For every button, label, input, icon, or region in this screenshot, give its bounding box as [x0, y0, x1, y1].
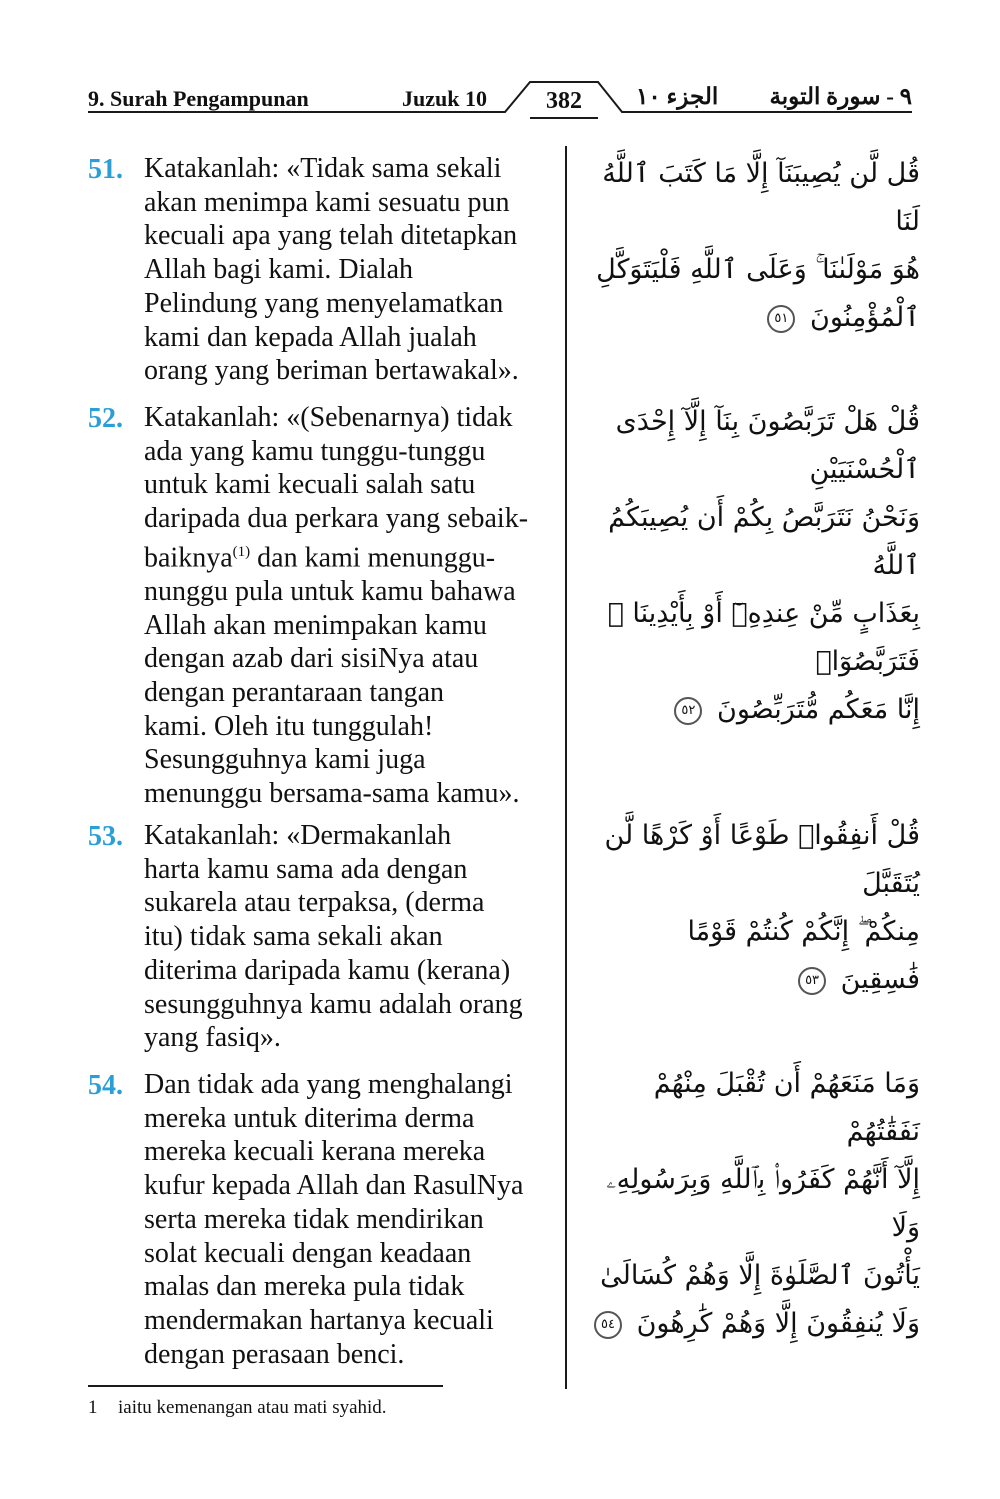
verse-translation: Katakanlah: «Dermakanlah harta kamu sama ada dengan sukarela atau terpaksa, (derma itu) tidak sama sekali akan diterima daripada kamu (kerana) sesungguhnya kamu adalah orang yang fasiq».	[144, 820, 523, 1054]
verse-number: 51.	[88, 154, 123, 185]
verse-text-part: dan kami menunggu- nunggu pula untuk kamu bahawa Allah akan menimpakan kamu dengan azab dari sisiNya atau dengan perantaraan tangan kami. Oleh itu tunggulah! Sesungguhnya kami juga menunggu bersama-sama kamu».	[144, 542, 520, 810]
verse-arabic-text: وَمَا مَنَعَهُمْ أَن تُقْبَلَ مِنْهُمْ نَفَقَٰتُهُمْ إِلَّآ أَنَّهُمْ كَفَرُوا۟ بِٱللَّهِ وَبِرَسُولِهِۦ وَلَا يَأْتُونَ ٱلصَّلَوٰةَ إِلَّا وَهُمْ كُسَالَىٰ وَلَا يُنفِقُونَ إِلَّا وَهُمْ كَٰرِهُونَ	[600, 1068, 920, 1339]
page-header	[0, 0, 1000, 125]
verse-arabic-text: قُلْ أَنفِقُوا۟ طَوْعًا أَوْ كَرْهًا لَّن يُتَقَبَّلَ مِنكُمْ ۖ إِنَّكُمْ كُنتُمْ قَوْمًا فَٰسِقِينَ	[604, 820, 920, 995]
verse-number: 52.	[88, 403, 123, 434]
verse-translation: Katakanlah: «Tidak sama sekali akan menimpa kami sesuatu pun kecuali apa yang telah ditetapkan Allah bagi kami. Dialah Pelindung yang menyelamatkan kami dan kepada Allah jualah orang yang beriman bertawakal».	[144, 153, 519, 387]
verse-translation: Dan tidak ada yang menghalangi mereka untuk diterima derma mereka kecuali kerana mereka kufur kepada Allah dan RasulNya serta mereka tidak mendirikan solat kecuali dengan keadaan malas dan mereka pula tidak mendermakan hartanya kecuali dengan perasaan benci.	[144, 1069, 524, 1370]
ayah-marker-icon: ٥١	[767, 305, 795, 333]
ayah-marker-icon: ٥٢	[674, 697, 702, 725]
verse-text-part: Katakanlah: «(Sebenarnya) tidak ada yang kamu tunggu-tunggu untuk kami kecuali salah satu daripada dua perkara yang sebaik- baiknya	[144, 402, 529, 574]
verse-arabic	[590, 1060, 920, 1348]
surah-title: 9. Surah Pengampunan	[88, 86, 309, 111]
juzuk-label: Juzuk 10	[402, 86, 487, 111]
verse-number: 53.	[88, 821, 123, 852]
verse-arabic-text: قُل لَّن يُصِيبَنَآ إِلَّا مَا كَتَبَ ٱللَّهُ لَنَا هُوَ مَوْلَىٰنَا ۚ وَعَلَى ٱللَّهِ فَلْيَتَوَكَّلِ ٱلْمُؤْمِنُونَ	[596, 158, 920, 333]
footnote-number: 1	[88, 1397, 98, 1418]
verse-translation	[144, 401, 554, 811]
verse-number: 54.	[88, 1070, 123, 1101]
footnote-rule	[88, 1385, 443, 1387]
column-divider	[565, 146, 567, 1389]
juz-arabic-label: الجزء ١٠	[636, 84, 719, 109]
verse-arabic-text: قُلْ هَلْ تَرَبَّصُونَ بِنَآ إِلَّآ إِحْدَى ٱلْحُسْنَيَيْنِ وَنَحْنُ نَتَرَبَّصُ بِكُمْ أَن يُصِيبَكُمُ ٱللَّهُ بِعَذَابٍ مِّنْ عِندِهِۦٓ أَوْ بِأَيْدِينَا ۖ فَتَرَبَّصُوٓا۟ إِنَّا مَعَكُم مُّتَرَبِّصُونَ	[607, 406, 920, 725]
footnote-ref: (1)	[232, 543, 251, 560]
verse-arabic	[590, 150, 920, 342]
footnote	[88, 1397, 387, 1419]
surah-arabic-title: ٩ - سورة التوبة	[769, 84, 912, 109]
ayah-marker-icon: ٥٤	[594, 1311, 622, 1339]
footnote-text: iaitu kemenangan atau mati syahid.	[118, 1397, 387, 1418]
verse-arabic	[590, 398, 920, 734]
page-number: 382	[546, 88, 582, 114]
verse-arabic	[590, 812, 920, 1004]
ayah-marker-icon: ٥٣	[798, 967, 826, 995]
